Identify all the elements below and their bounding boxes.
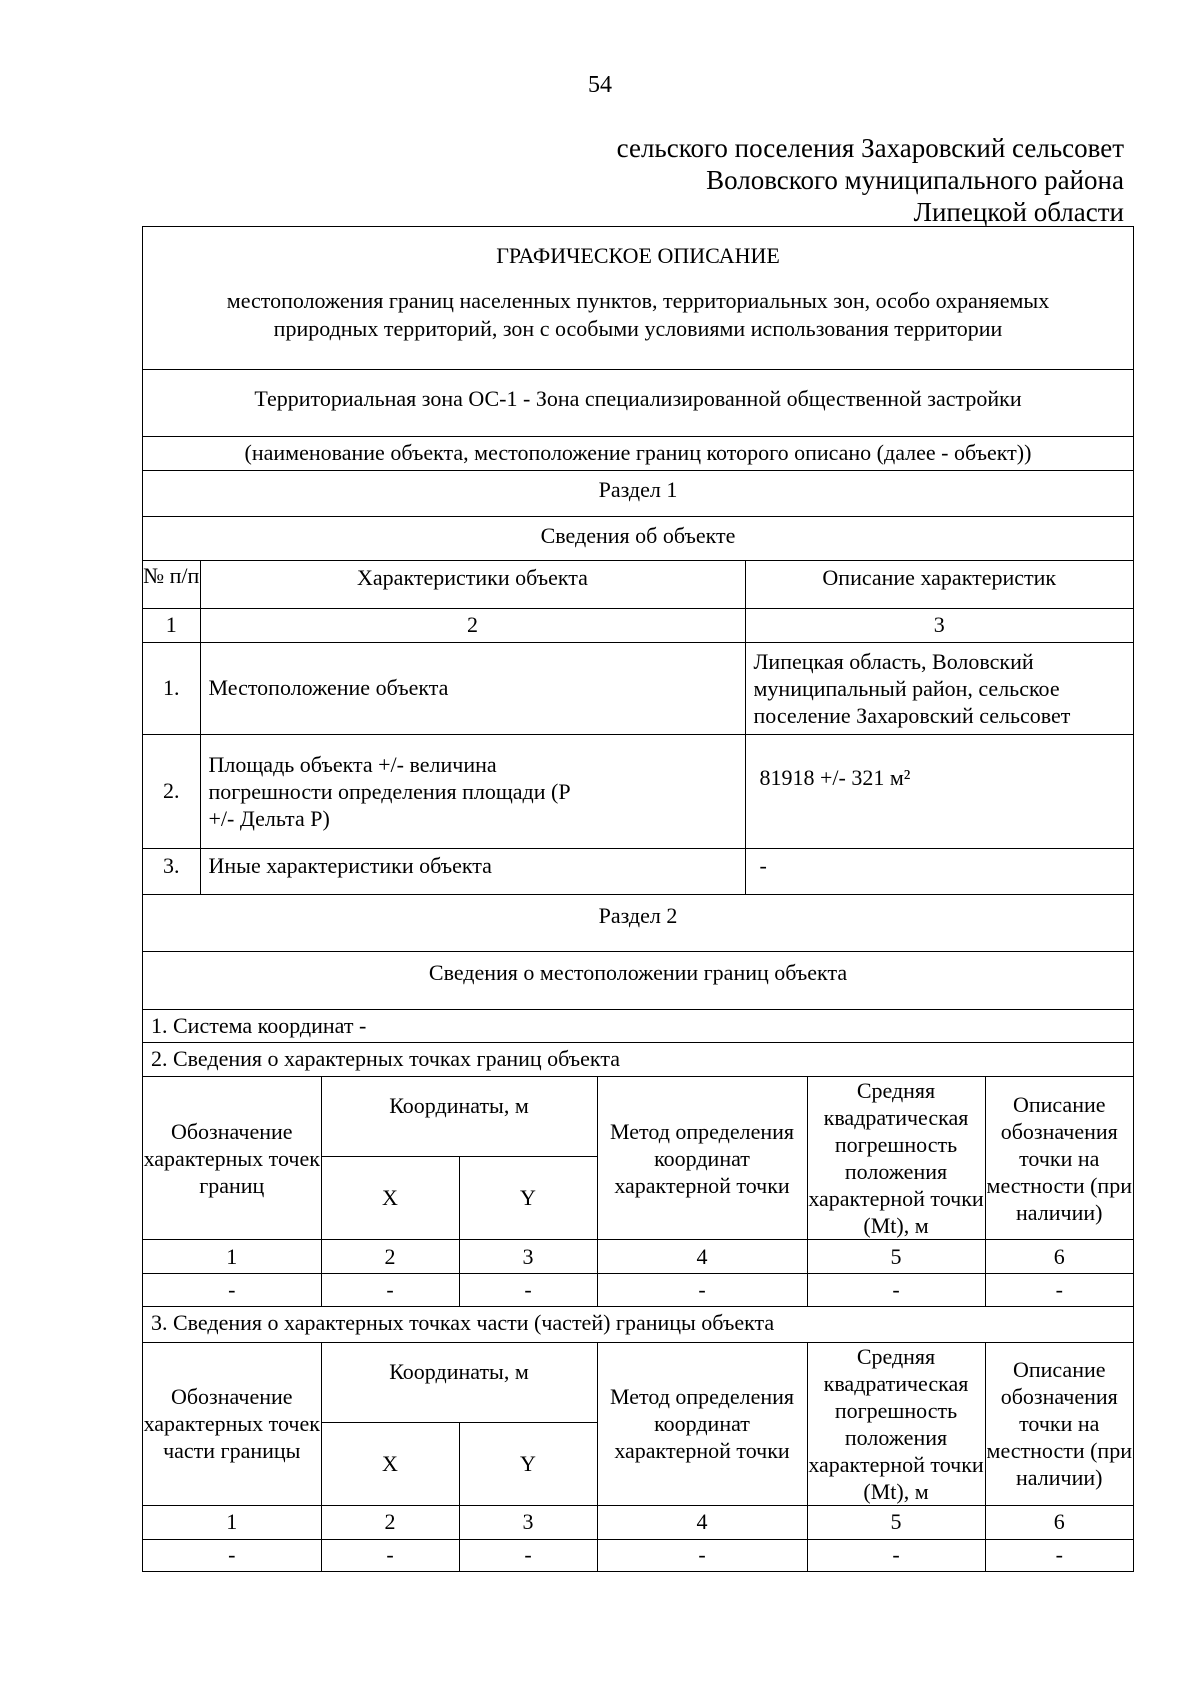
section-1-title: Раздел 1	[143, 471, 1133, 517]
col-method: Метод определения координат характерной точки	[597, 1343, 807, 1506]
part-boundary-points-table	[143, 1343, 1133, 1573]
numbering-cell: 5	[807, 1240, 985, 1274]
col-method: Метод определения координат характерной точки	[597, 1077, 807, 1240]
cell: -	[807, 1274, 985, 1306]
row-characteristic: Площадь объекта +/- величина погрешности определения площади (P +/- Дельта P)	[200, 734, 745, 848]
cell: -	[459, 1274, 597, 1306]
header-line-2: Воловского муниципального района	[706, 165, 1124, 195]
numbering-cell: 1	[143, 1505, 321, 1539]
points-title: 2. Сведения о характерных точках границ объекта	[143, 1043, 1133, 1077]
col-y: Y	[459, 1157, 597, 1240]
section-2-subtitle: Сведения о местоположении границ объекта	[143, 952, 1133, 1010]
col-x: X	[321, 1157, 459, 1240]
cell: -	[807, 1539, 985, 1571]
numbering-cell: 4	[597, 1240, 807, 1274]
row-number: 3.	[143, 848, 200, 894]
numbering-cell: 5	[807, 1505, 985, 1539]
row-value: 81918 +/- 321 м²	[745, 734, 1133, 848]
object-caption: (наименование объекта, местоположение границ которого описано (далее - объект))	[143, 437, 1133, 471]
page-number: 54	[588, 72, 612, 98]
numbering-cell: 2	[321, 1240, 459, 1274]
cell: -	[985, 1274, 1133, 1306]
row-value: Липецкая область, Воловский муниципальный район, сельское поселение Захаровский сельсовет	[745, 642, 1133, 734]
table-row	[143, 1274, 1133, 1306]
numbering-cell: 1	[143, 1240, 321, 1274]
header-number: № п/п	[143, 561, 200, 608]
col-coordinates: Координаты, м	[321, 1343, 597, 1423]
cell: -	[143, 1539, 321, 1571]
col-point-description: Описание обозначения точки на местности (при наличии)	[985, 1077, 1133, 1240]
section-1-subtitle: Сведения об объекте	[143, 517, 1133, 561]
table-row	[143, 642, 1133, 734]
numbering-cell: 2	[321, 1505, 459, 1539]
header-characteristics: Характеристики объекта	[200, 561, 745, 608]
numbering-cell: 4	[597, 1505, 807, 1539]
col-coordinates: Координаты, м	[321, 1077, 597, 1157]
cell: -	[597, 1274, 807, 1306]
section-2-title: Раздел 2	[143, 895, 1133, 952]
row-characteristic: Иные характеристики объекта	[200, 848, 745, 894]
header-description: Описание характеристик	[745, 561, 1133, 608]
col-point-designation: Обозначение характерных точек части границы	[143, 1343, 321, 1506]
parts-title: 3. Сведения о характерных точках части (частей) границы объекта	[143, 1307, 1133, 1343]
cell: -	[143, 1274, 321, 1306]
col-y: Y	[459, 1423, 597, 1505]
object-characteristics-table	[143, 561, 1133, 895]
table-row	[143, 734, 1133, 848]
col-mean-error: Средняя квадратическая погрешность положения характерной точки (Mt), м	[808, 1078, 984, 1238]
zone-name: Территориальная зона ОС-1 - Зона специализированной общественной застройки	[143, 370, 1133, 437]
row-number: 1.	[143, 642, 200, 734]
numbering-cell: 3	[745, 608, 1133, 642]
col-point-description: Описание обозначения точки на местности (при наличии)	[985, 1343, 1133, 1506]
cell: -	[321, 1539, 459, 1571]
col-point-designation: Обозначение характерных точек границ	[143, 1077, 321, 1240]
row-value: -	[745, 848, 1133, 894]
numbering-cell: 3	[459, 1240, 597, 1274]
form-subtitle: местоположения границ населенных пунктов, территориальных зон, особо охраняемых природных территорий, зон с особыми условиями использования территории	[226, 288, 1050, 341]
table-row	[143, 848, 1133, 894]
boundary-points-table	[143, 1077, 1133, 1307]
numbering-cell: 1	[143, 608, 200, 642]
col-mean-error: Средняя квадратическая погрешность положения характерной точки (Mt), м	[808, 1343, 984, 1504]
table-row	[143, 1539, 1133, 1571]
form-title-block	[143, 227, 1133, 370]
cell: -	[321, 1274, 459, 1306]
header-line-3: Липецкой области	[913, 197, 1124, 227]
row-characteristic: Местоположение объекта	[200, 642, 745, 734]
coordinate-system: 1. Система координат -	[143, 1010, 1133, 1043]
graphic-description-form	[142, 226, 1134, 1572]
numbering-cell: 6	[985, 1505, 1133, 1539]
numbering-cell: 2	[200, 608, 745, 642]
cell: -	[985, 1539, 1133, 1571]
cell: -	[597, 1539, 807, 1571]
numbering-cell: 6	[985, 1240, 1133, 1274]
cell: -	[459, 1539, 597, 1571]
col-x: X	[321, 1423, 459, 1505]
form-title: ГРАФИЧЕСКОЕ ОПИСАНИЕ	[496, 243, 780, 268]
row-number: 2.	[143, 734, 200, 848]
header-line-1: сельского поселения Захаровский сельсовет	[616, 133, 1124, 163]
numbering-cell: 3	[459, 1505, 597, 1539]
document-header	[484, 132, 1124, 228]
